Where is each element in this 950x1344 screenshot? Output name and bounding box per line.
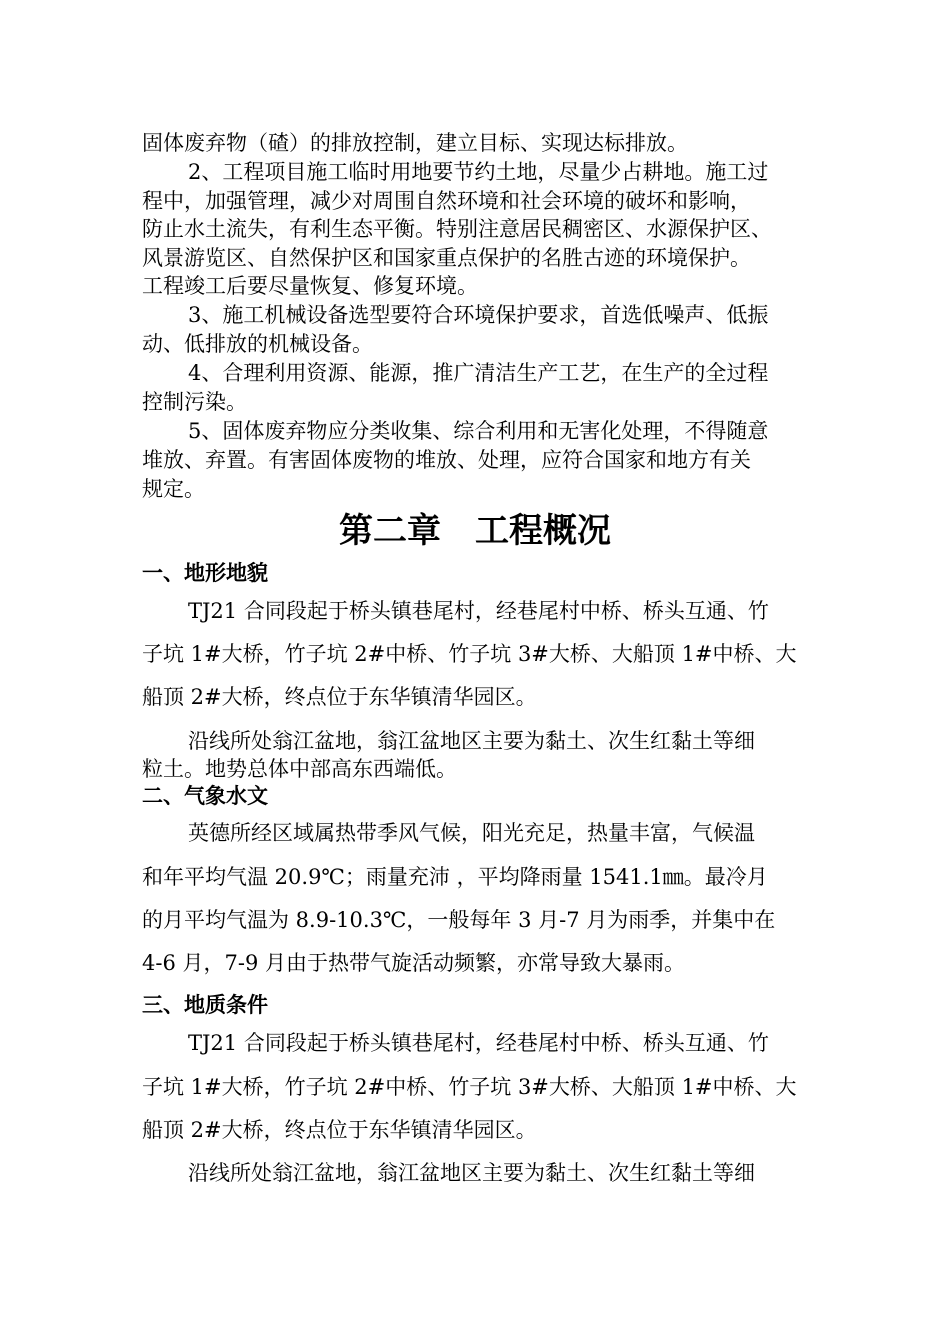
paragraph-line: 固体废弃物（碴）的排放控制，建立目标、实现达标排放。 [142, 131, 688, 155]
paragraph-line: 的月平均气温为 8.9-10.3℃，一般每年 3 月-7 月为雨季，并集中在 [142, 908, 776, 932]
paragraph-line: 程中，加强管理，减少对周围自然环境和社会环境的破坏和影响， [142, 189, 751, 213]
paragraph-line: 4-6 月，7-9 月由于热带气旋活动频繁，亦常导致大暴雨。 [142, 951, 685, 975]
section-heading: 三、地质条件 [142, 993, 268, 1017]
section-heading: 二、气象水文 [142, 784, 268, 808]
paragraph-line: 规定。 [142, 477, 205, 501]
paragraph-line: TJ21 合同段起于桥头镇巷尾村，经巷尾村中桥、桥头互通、竹 [188, 599, 769, 623]
paragraph-line: 防止水土流失，有利生态平衡。特别注意居民稠密区、水源保护区、 [142, 217, 772, 241]
chapter-title: 第二章 工程概况 [339, 511, 611, 551]
paragraph-line: 粒土。地势总体中部高东西端低。 [142, 757, 457, 781]
paragraph-line: 沿线所处翁江盆地，翁江盆地区主要为黏土、次生红黏土等细 [188, 1161, 755, 1185]
paragraph-line: 控制污染。 [142, 390, 247, 414]
paragraph-line: 堆放、弃置。有害固体废物的堆放、处理，应符合国家和地方有关 [142, 448, 751, 472]
paragraph-line: 5、固体废弃物应分类收集、综合利用和无害化处理，不得随意 [188, 419, 769, 443]
section-heading: 一、地形地貌 [142, 561, 268, 585]
paragraph-line: TJ21 合同段起于桥头镇巷尾村，经巷尾村中桥、桥头互通、竹 [188, 1031, 769, 1055]
paragraph-line: 动、低排放的机械设备。 [142, 332, 373, 356]
paragraph-line: 船顶 2#大桥，终点位于东华镇清华园区。 [142, 1118, 537, 1142]
paragraph-line: 风景游览区、自然保护区和国家重点保护的名胜古迹的环境保护。 [142, 246, 751, 270]
paragraph-line: 工程竣工后要尽量恢复、修复环境。 [142, 274, 478, 298]
paragraph-line: 3、施工机械设备选型要符合环境保护要求，首选低噪声、低振 [188, 303, 769, 327]
paragraph-line: 和年平均气温 20.9℃；雨量充沛 ，平均降雨量 1541.1㎜。最冷月 [142, 865, 768, 889]
paragraph-line: 子坑 1#大桥，竹子坑 2#中桥、竹子坑 3#大桥、大船顶 1#中桥、大 [142, 1075, 797, 1099]
paragraph-line: 4、合理利用资源、能源，推广清洁生产工艺，在生产的全过程 [188, 361, 769, 385]
paragraph-line: 子坑 1#大桥，竹子坑 2#中桥、竹子坑 3#大桥、大船顶 1#中桥、大 [142, 642, 797, 666]
paragraph-line: 英德所经区域属热带季风气候，阳光充足，热量丰富，气候温 [188, 821, 755, 845]
paragraph-line: 沿线所处翁江盆地，翁江盆地区主要为黏土、次生红黏土等细 [188, 729, 755, 753]
paragraph-line: 船顶 2#大桥，终点位于东华镇清华园区。 [142, 685, 537, 709]
paragraph-line: 2、工程项目施工临时用地要节约土地，尽量少占耕地。施工过 [188, 160, 769, 184]
